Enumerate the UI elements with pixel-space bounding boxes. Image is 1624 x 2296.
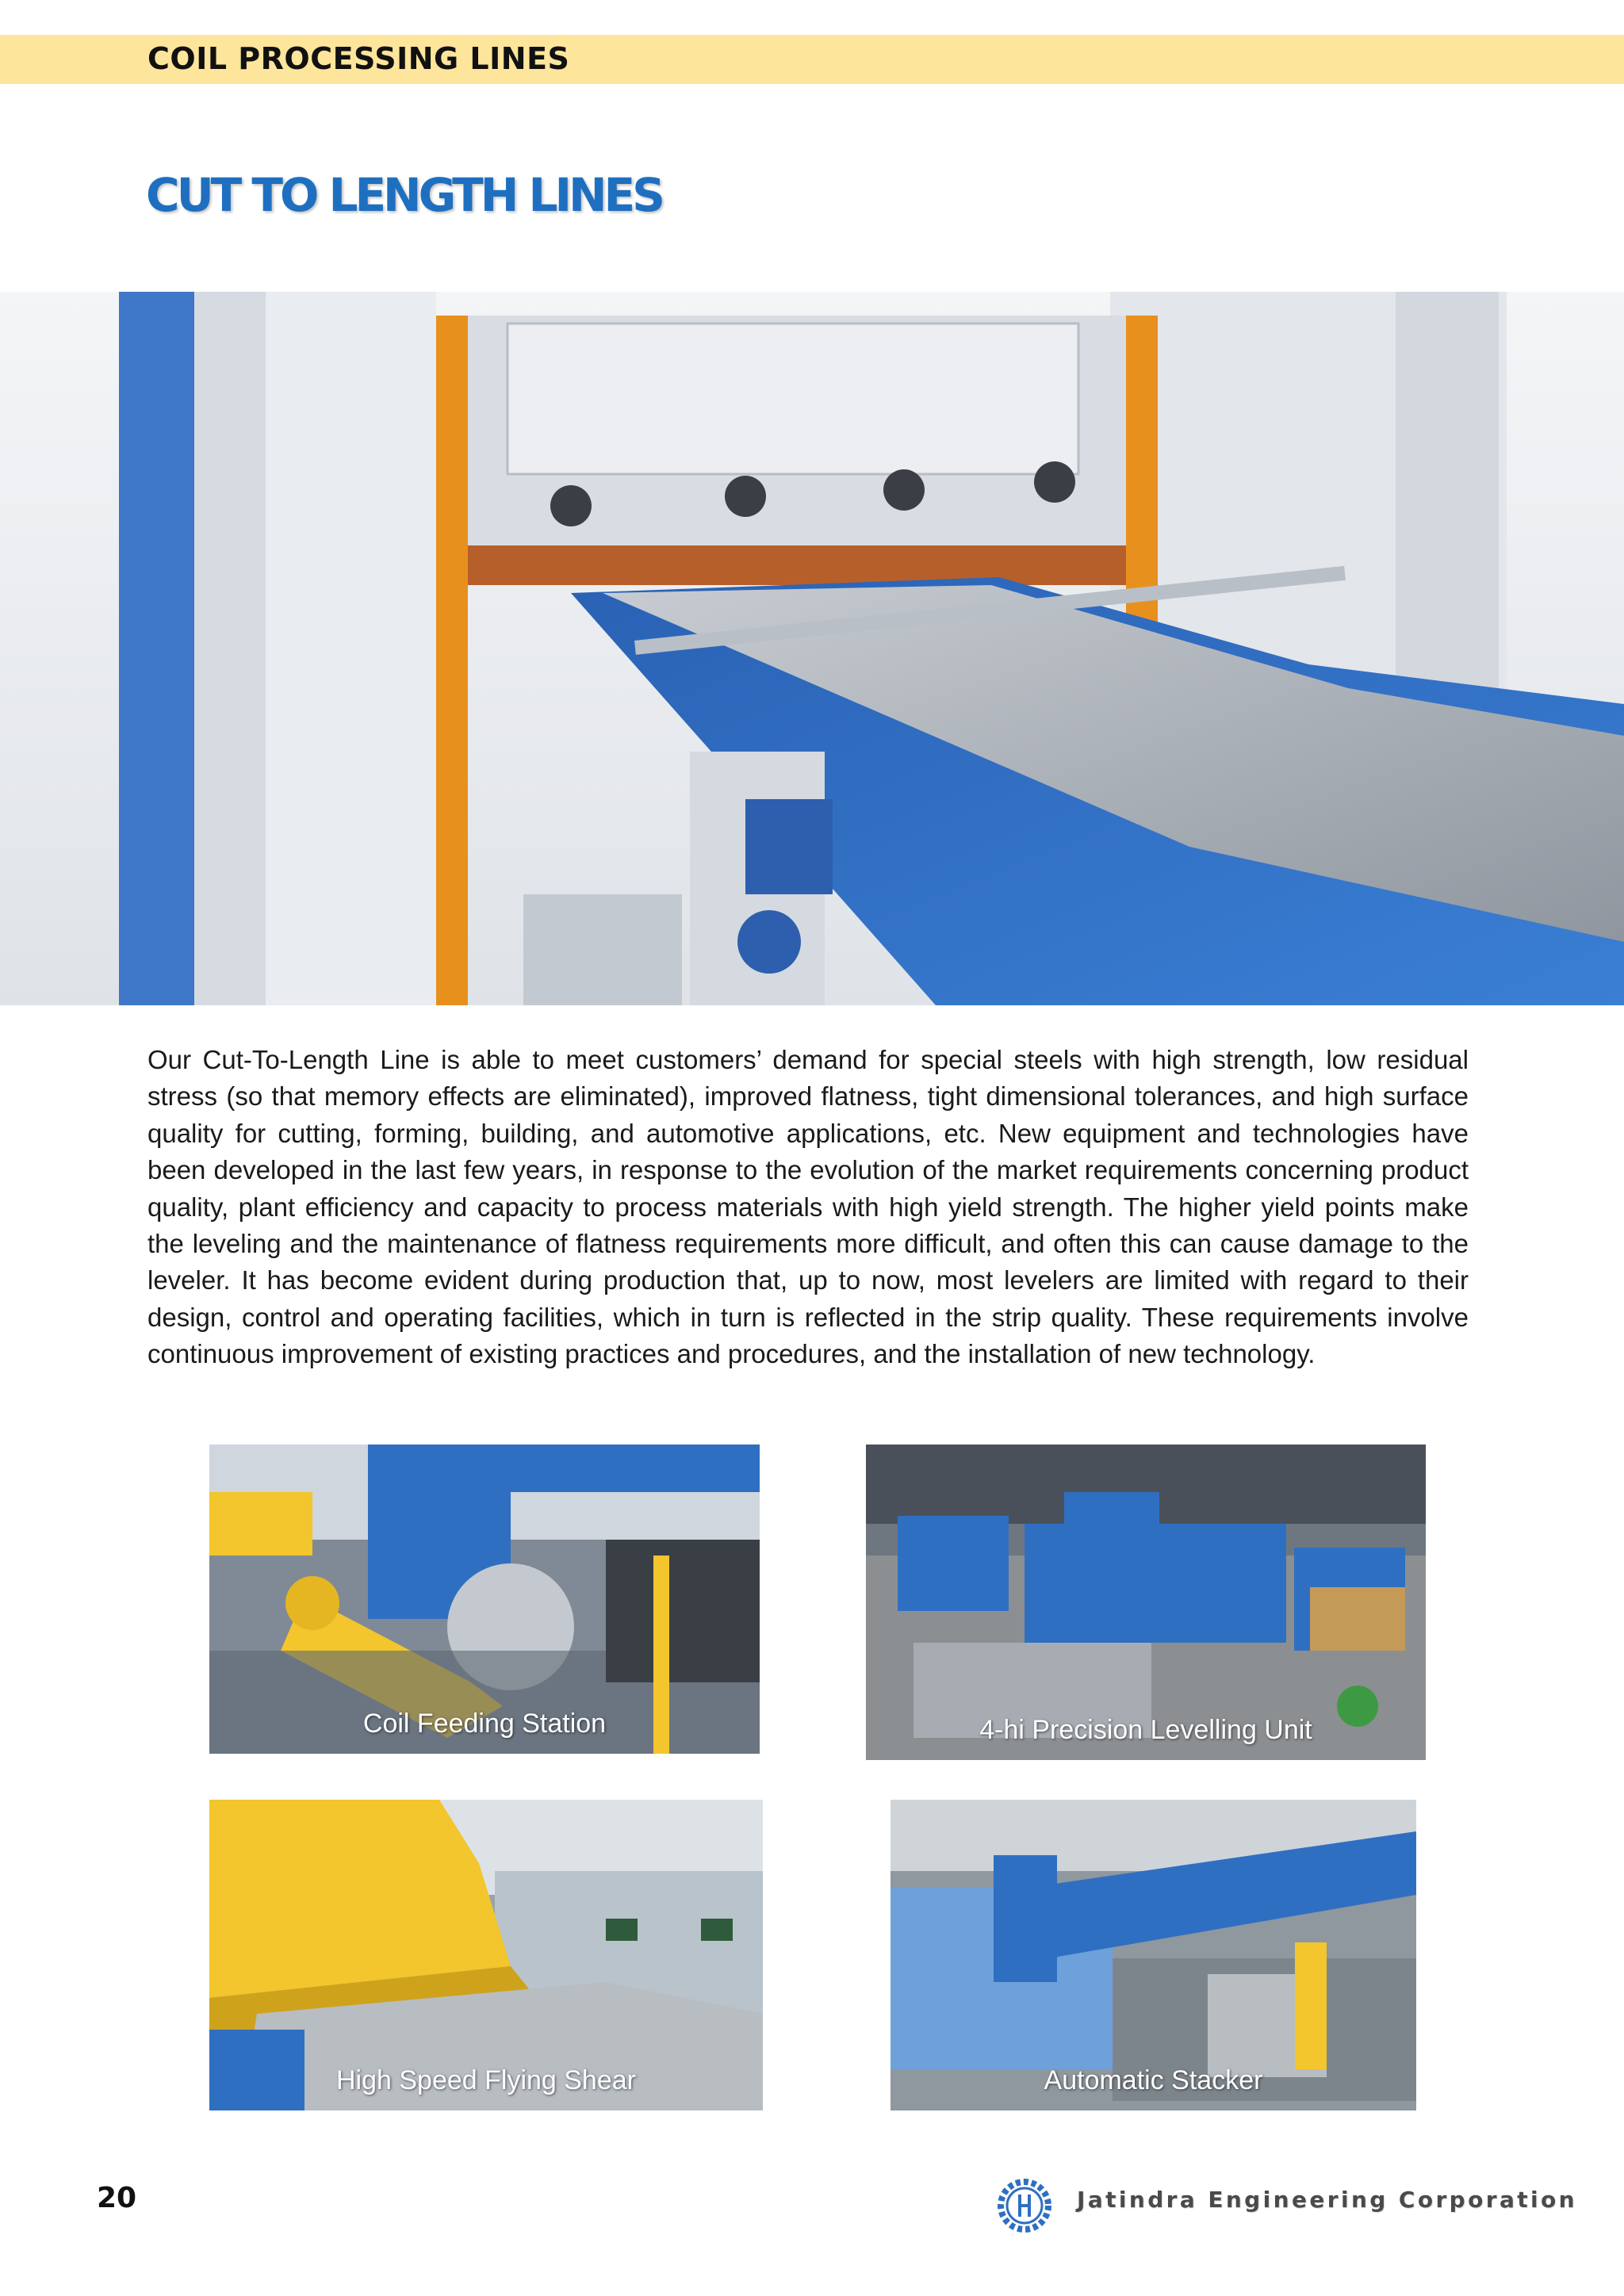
body-paragraph: Our Cut-To-Length Line is able to meet customers’ demand for special steels with high strength, low residual stress (so that memory effects are eliminated), improved flatness, tight dimensional tolerances, and high surface quality for cutting, forming, building, and automotive applications, etc. New equipment and technologies have been developed in the last few years, in response to the evolution of the market requirements concerning product quality, plant efficiency and capacity to process materials with high yield strength. The higher yield points make the leveling and the maintenance of flatness requirements more difficult, and often this can cause damage to the leveler. It has become evident during production that, up to now, most levelers are limited with regard to their design, control and operating facilities, which in turn is reflected in the strip quality. These requirements involve continuous improvement of existing practices and procedures, and the installation of new technology. [147,1045,1469,1369]
page-number: 20 [97,2182,137,2214]
photo-coil-feeding-station [209,1445,760,1754]
photo-caption: Automatic Stacker [1044,2065,1263,2095]
photo-caption: 4-hi Precision Levelling Unit [979,1715,1312,1745]
hero-image-cut-to-length-line [0,292,1624,1005]
photo-automatic-stacker [891,1800,1416,2110]
photo-precision-levelling-unit [866,1445,1426,1760]
company-logo-icon [996,2177,1053,2234]
photo-caption: Coil Feeding Station [362,1709,607,1739]
photo-high-speed-flying-shear [209,1800,763,2110]
photo-caption: High Speed Flying Shear [335,2065,636,2095]
page-title: CUT TO LENGTH LINES [146,168,662,222]
company-name: Jatindra Engineering Corporation [1077,2187,1577,2213]
section-header: COIL PROCESSING LINES [147,41,570,76]
